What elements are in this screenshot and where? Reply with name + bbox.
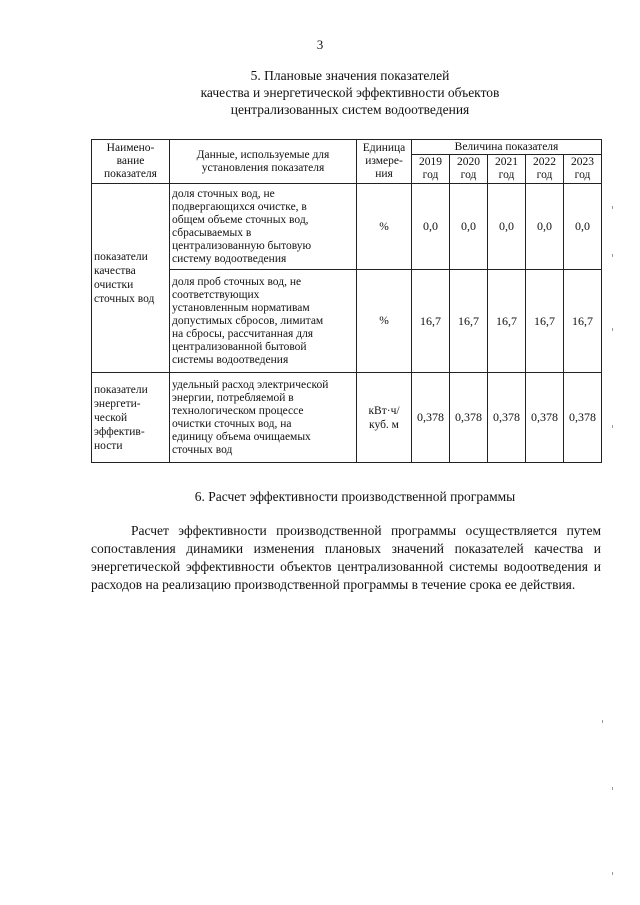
desc-line: системы водоотведения [172,353,289,366]
header-data-line: Данные, используемые для [196,148,330,161]
year-label: 2020 [457,156,480,168]
indicators-table [91,139,602,463]
desc-line: централизованную бытовую [172,239,312,252]
desc-line: удельный расход электрической [172,378,329,391]
value-cell: 0,0 [450,184,488,270]
group-name-line: показатели [94,251,148,263]
year-unit: год [460,169,477,181]
year-label: 2022 [533,156,556,168]
row-description [170,373,357,463]
unit-line: куб. м [369,418,399,431]
group-name-line: очистки [94,279,134,291]
header-year-2019 [412,155,450,184]
header-name-line: вание [116,155,145,167]
group-quality-name [92,184,170,373]
section-6-title: 6. Расчет эффективности производственной программы [194,489,516,504]
header-unit [357,140,412,184]
value-cell: 0,0 [488,184,526,270]
header-name-line: Наимено- [106,142,155,154]
value-cell: 0,0 [412,184,450,270]
desc-line: допустимых сбросов, лимитам [172,314,324,327]
scan-speck [602,720,603,723]
header-value: Величина показателя [412,140,602,155]
desc-line: установленным нормативам [172,301,310,314]
value-cell: 0,0 [526,184,564,270]
year-label: 2019 [419,156,442,168]
header-unit-line: измере- [365,155,403,167]
desc-line: энергии, потребляемой в [172,391,294,404]
header-year-2023 [564,155,602,184]
group-name-line: показатели [94,383,148,396]
section-5-title-line: централизованных систем водоотведения [230,102,470,117]
year-label: 2021 [495,156,518,168]
group-energy-name [92,373,170,463]
value-cell: 16,7 [564,270,602,373]
year-unit: год [498,169,515,181]
value-cell: 0,378 [450,373,488,463]
row-description [170,184,357,270]
value-cell: 16,7 [450,270,488,373]
row-description [170,270,357,373]
section-5-title-line: качества и энергетической эффективности объектов [200,85,500,100]
value-cell: 0,0 [564,184,602,270]
section-5-title [90,67,610,118]
unit-line: кВт·ч/ [368,404,400,417]
scan-speck [612,254,613,257]
desc-line: на сбросы, рассчитанная для [172,327,314,340]
value-cell: 0,378 [412,373,450,463]
scan-speck [612,787,613,790]
row-unit: % [357,270,412,373]
year-label: 2023 [571,156,594,168]
desc-line: соответствующих [172,288,260,301]
header-year-2022 [526,155,564,184]
desc-line: очистки сточных вод, на [172,417,292,430]
scan-speck [612,328,613,331]
scan-speck [612,872,613,875]
section-6-paragraph: Расчет эффективности производственной программы осуществляется путем сопоставления динамики изменения плановых значений показателей качества и энергетической эффективности объектов централизованной системы водоотведения и расходов на реализацию производственной программы в течение срока ее действия. [91,523,601,592]
scan-speck [612,425,613,428]
section-5-title-line: 5. Плановые значения показателей [250,68,450,83]
value-cell: 16,7 [526,270,564,373]
desc-line: систему водоотведения [172,252,287,265]
header-name [92,140,170,184]
value-cell: 0,378 [526,373,564,463]
page-number: 3 [316,37,324,52]
value-cell: 0,378 [488,373,526,463]
desc-line: общем объеме сточных вод, [172,213,309,226]
header-year-2021 [488,155,526,184]
group-name-line: сточных вод [94,293,155,305]
row-unit: % [357,184,412,270]
value-cell: 16,7 [412,270,450,373]
scan-speck [612,206,613,209]
header-data [170,140,357,184]
desc-line: единицу объема очищаемых [172,430,311,443]
desc-line: сточных вод [172,443,233,456]
header-unit-line: Единица [362,142,406,154]
desc-line: доля проб сточных вод, не [172,275,302,288]
header-unit-line: ния [375,168,393,180]
desc-line: подвергающихся очистке, в [172,200,307,213]
group-name-line: качества [94,265,136,277]
header-data-line: установления показателя [201,161,325,174]
group-name-line: ности [94,439,123,452]
group-name-line: ческой [94,411,128,424]
row-unit [357,373,412,463]
desc-line: технологическом процессе [172,404,304,417]
desc-line: доля сточных вод, не [172,187,275,200]
value-cell: 0,378 [564,373,602,463]
desc-line: централизованной бытовой [172,340,307,353]
header-year-2020 [450,155,488,184]
group-name-line: эффектив- [94,425,145,438]
value-cell: 16,7 [488,270,526,373]
year-unit: год [422,169,439,181]
desc-line: сбрасываемых в [172,226,252,239]
header-name-line: показателя [104,168,157,180]
year-unit: год [574,169,591,181]
group-name-line: энергети- [94,397,141,410]
year-unit: год [536,169,553,181]
